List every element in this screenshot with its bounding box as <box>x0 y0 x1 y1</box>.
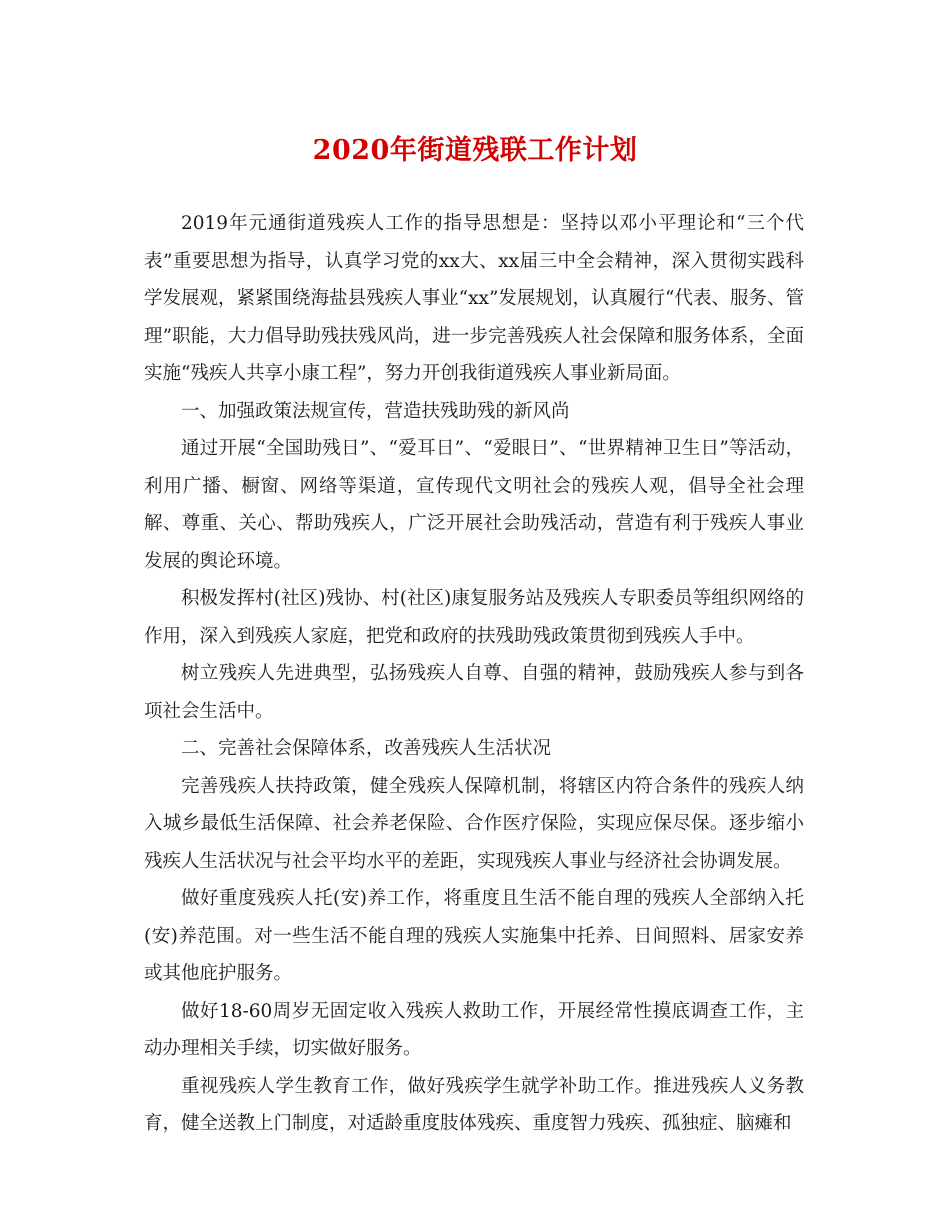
paragraph-intro: 2019年元通街道残疾人工作的指导思想是：坚持以邓小平理论和“三个代表”重要思想为指导，认真学习党的xx大、xx届三中全会精神，深入贯彻实践科学发展观，紧紧围绕海盐县残疾人事业“xx”发展规划，认真履行“代表、服务、管理”职能，大力倡导助残扶残风尚，进一步完善残疾人社会保障和服务体系，全面实施“残疾人共享小康工程”，努力开创我街道残疾人事业新局面。 <box>144 213 804 384</box>
paragraph: 做好重度残疾人托(安)养工作，将重度且生活不能自理的残疾人全部纳入托(安)养范围。对一些生活不能自理的残疾人实施集中托养、日间照料、居家安养或其他庇护服务。 <box>144 888 804 984</box>
paragraph: 做好18-60周岁无固定收入残疾人救助工作，开展经常性摸底调查工作，主动办理相关手续，切实做好服务。 <box>144 1000 804 1059</box>
paragraph: 通过开展“全国助残日”、“爱耳日”、“爱眼日”、“世界精神卫生日”等活动，利用广播、橱窗、网络等渠道，宣传现代文明社会的残疾人观，倡导全社会理解、尊重、关心、帮助残疾人，广泛开展社会助残活动，营造有利于残疾人事业发展的舆论环境。 <box>144 438 804 572</box>
paragraph: 完善残疾人扶持政策，健全残疾人保障机制，将辖区内符合条件的残疾人纳入城乡最低生活保障、社会养老保险、合作医疗保险，实现应保尽保。逐步缩小残疾人生活状况与社会平均水平的差距，实现残疾人事业与经济社会协调发展。 <box>144 775 804 872</box>
document-title: 2020年街道残联工作计划 <box>312 135 638 166</box>
document-body <box>144 205 804 1143</box>
paragraph: 重视残疾人学生教育工作，做好残疾学生就学补助工作。推进残疾人义务教育，健全送教上门制度，对适龄重度肢体残疾、重度智力残疾、孤独症、脑瘫和 <box>144 1075 804 1134</box>
section-heading-1: 一、加强政策法规宣传，营造扶残助残的新风尚 <box>181 400 570 422</box>
section-heading-2: 二、完善社会保障体系，改善残疾人生活状况 <box>181 738 552 759</box>
paragraph: 积极发挥村(社区)残协、村(社区)康复服务站及残疾人专职委员等组织网络的作用，深入到残疾人家庭，把党和政府的扶残助残政策贯彻到残疾人手中。 <box>144 588 804 647</box>
paragraph: 树立残疾人先进典型，弘扬残疾人自尊、自强的精神，鼓励残疾人参与到各项社会生活中。 <box>144 663 804 722</box>
